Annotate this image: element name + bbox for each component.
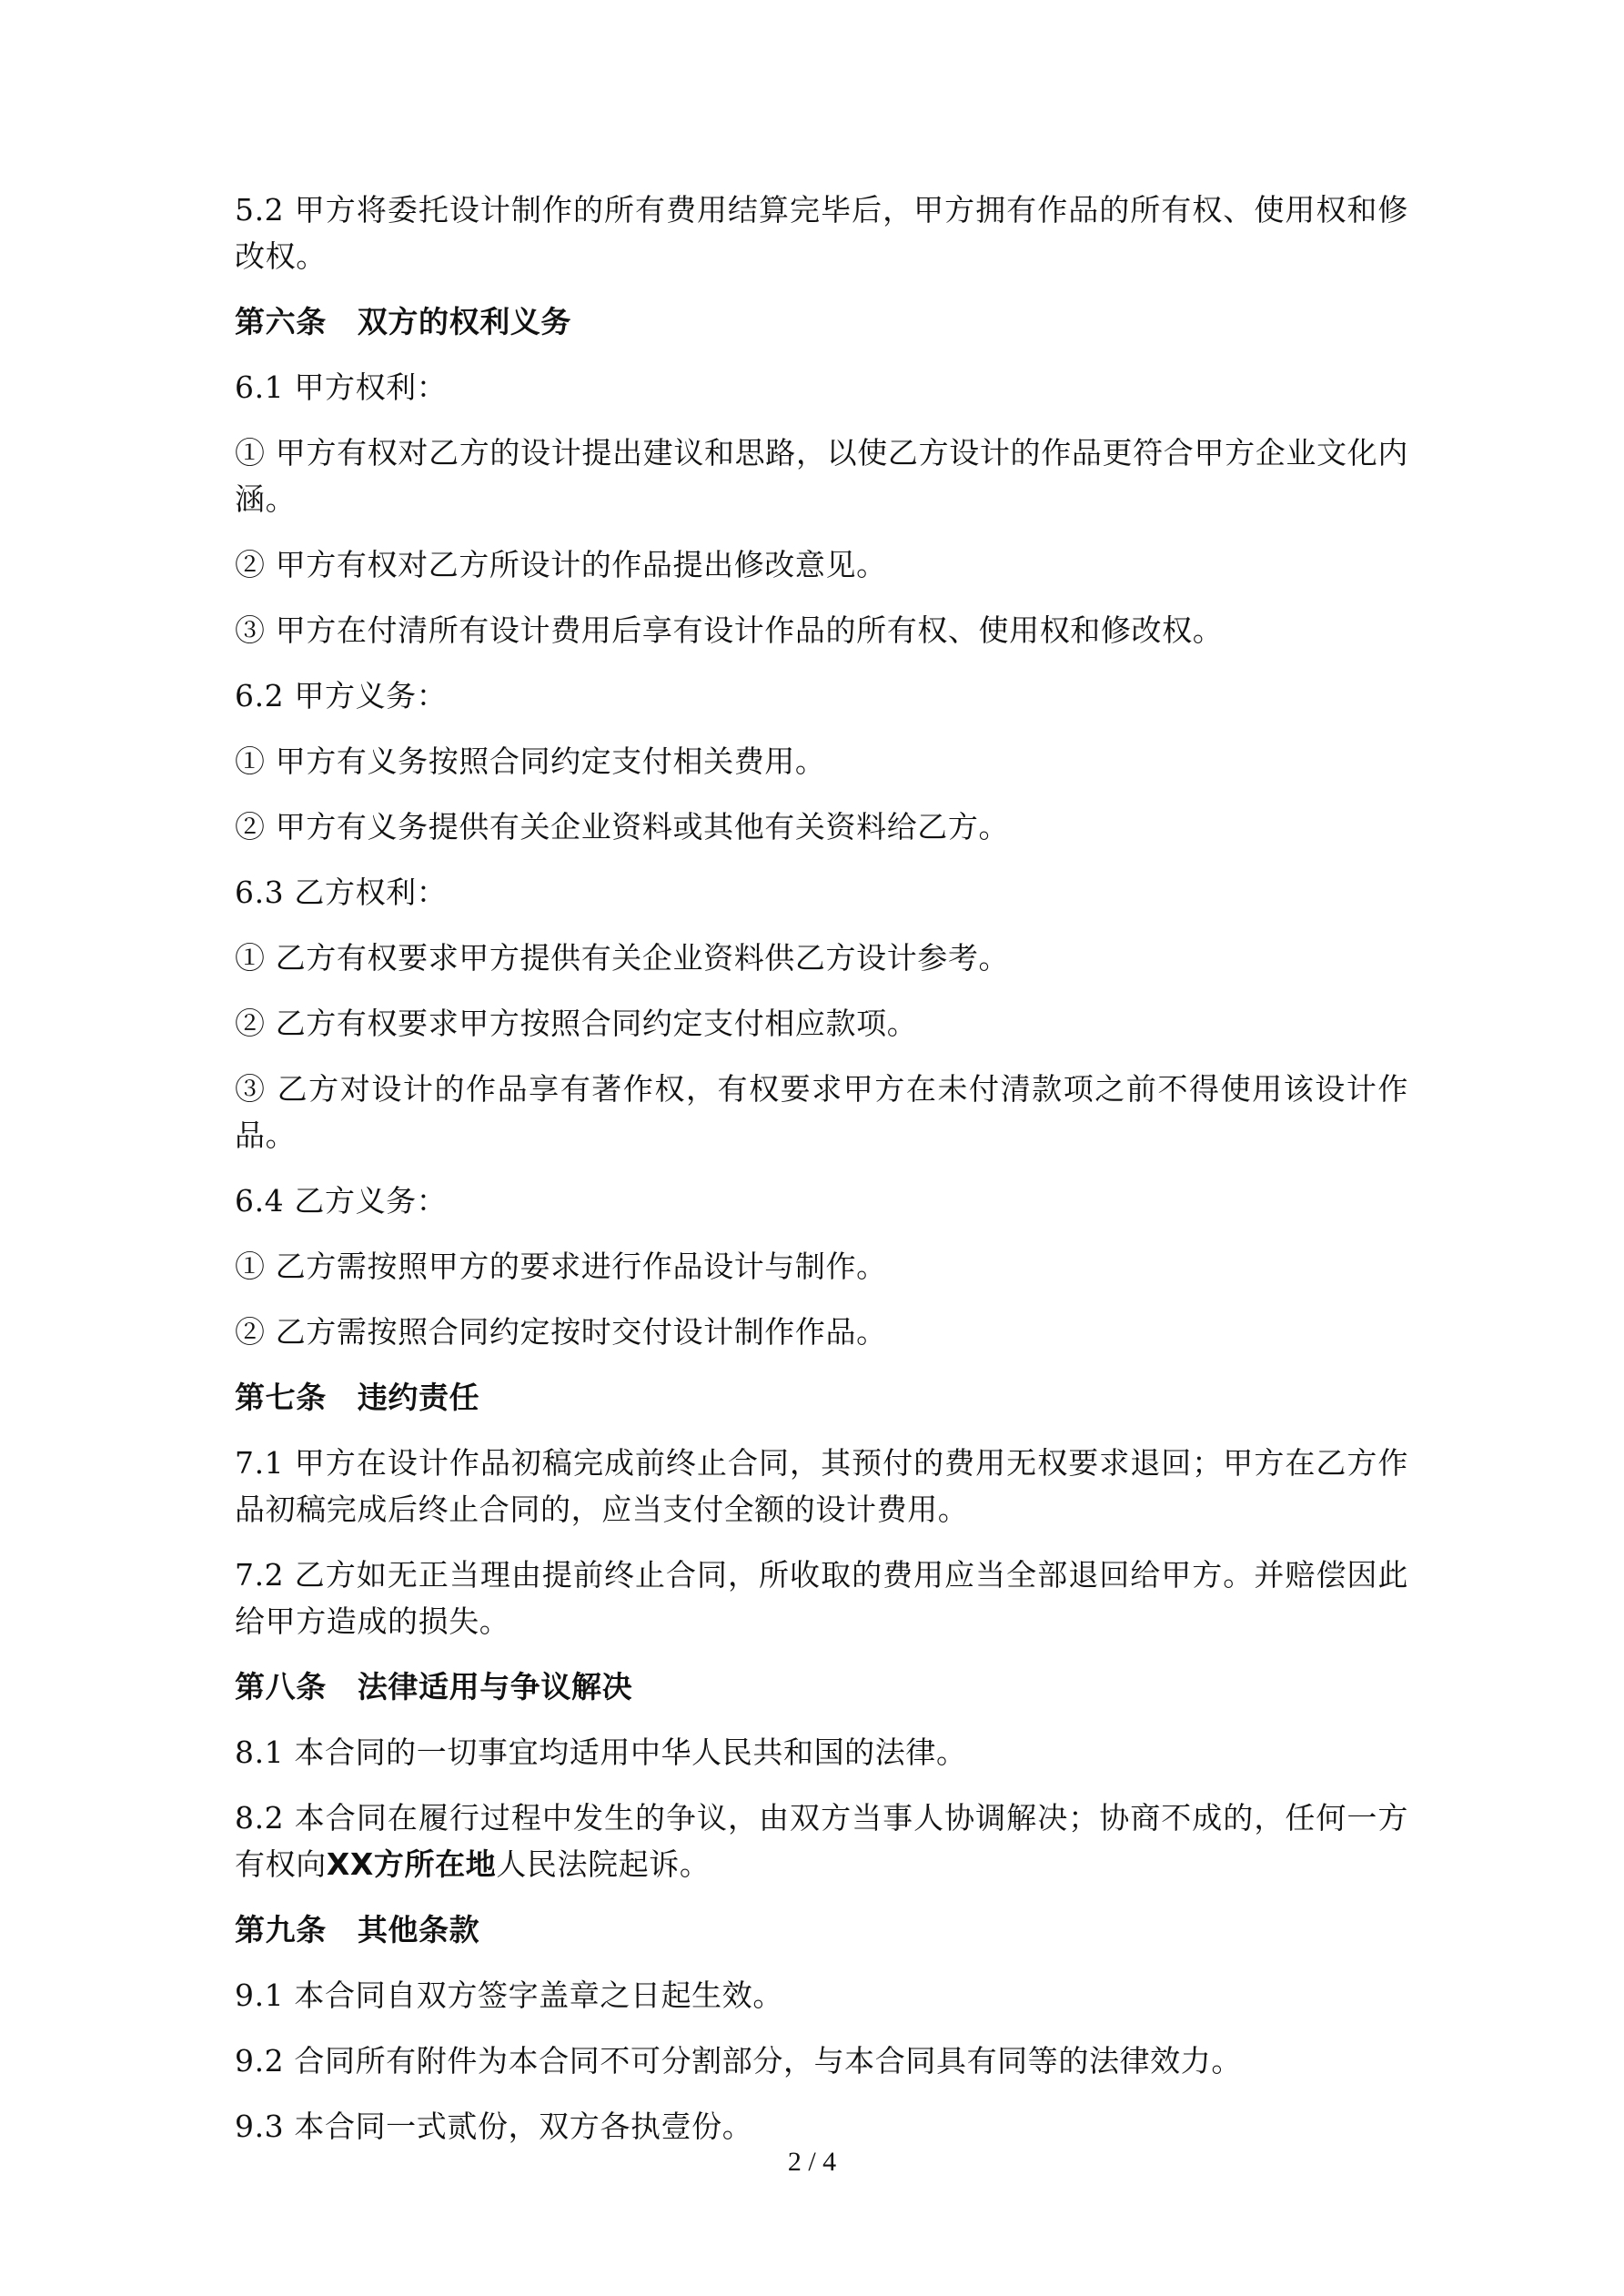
clause-6-1-item-3: ③ 甲方在付清所有设计费用后享有设计作品的所有权、使用权和修改权。 <box>235 612 1224 648</box>
clause-6-3-item-3: ③ 乙方对设计的作品享有著作权，有权要求甲方在未付清款项之前不得使用该设计作品。 <box>235 1071 1408 1153</box>
article-8-heading <box>235 1664 1408 1710</box>
clause-6-1-item-2: ② 甲方有权对乙方所设计的作品提出修改意见。 <box>235 547 887 582</box>
article-8-title: 法律适用与争议解决 <box>357 1669 633 1704</box>
clause-8-2-venue: XX方所在地 <box>326 1846 497 1882</box>
article-7-number: 第七条 <box>235 1380 327 1415</box>
clause-6-1-item-1: ① 甲方有权对乙方的设计提出建议和思路，以使乙方设计的作品更符合甲方企业文化内涵。 <box>235 435 1408 517</box>
article-9-heading <box>235 1907 1408 1953</box>
article-6-number: 第六条 <box>235 304 327 339</box>
clause-6-1: 6.1 甲方权利： <box>235 369 448 405</box>
clause-6-2-item-1: ① 甲方有义务按照合同约定支付相关费用。 <box>235 743 826 779</box>
document-body <box>235 187 1408 2169</box>
clause-6-4-item-2: ② 乙方需按照合同约定按时交付设计制作作品。 <box>235 1314 887 1350</box>
clause-8-2 <box>235 1795 1408 1887</box>
clause-9-1: 9.1 本合同自双方签字盖章之日起生效。 <box>235 1977 783 2013</box>
clause-5-2: 5.2 甲方将委托设计制作的所有费用结算完毕后，甲方拥有作品的所有权、使用权和修改权。 <box>235 192 1408 274</box>
article-9-number: 第九条 <box>235 1912 327 1947</box>
clause-9-2: 9.2 合同所有附件为本合同不可分割部分，与本合同具有同等的法律效力。 <box>235 2043 1242 2079</box>
clause-7-2: 7.2 乙方如无正当理由提前终止合同，所收取的费用应当全部退回给甲方。并赔偿因此给甲方造成的损失。 <box>235 1557 1408 1639</box>
clause-8-1: 8.1 本合同的一切事宜均适用中华人民共和国的法律。 <box>235 1735 967 1770</box>
clause-8-2-text-before: 8.2 本合同在履行过程中发生的争议，由双方当事人协调解决；协商不成的，任何一方有权向 <box>235 1800 1408 1882</box>
clause-6-4-item-1: ① 乙方需按照甲方的要求进行作品设计与制作。 <box>235 1249 887 1284</box>
clause-6-3-item-1: ① 乙方有权要求甲方提供有关企业资料供乙方设计参考。 <box>235 940 1010 976</box>
clause-6-2-item-2: ② 甲方有义务提供有关企业资料或其他有关资料给乙方。 <box>235 809 1010 845</box>
article-9-title: 其他条款 <box>357 1912 480 1947</box>
clause-6-4: 6.4 乙方义务： <box>235 1183 448 1219</box>
clause-6-3-item-2: ② 乙方有权要求甲方按照合同约定支付相应款项。 <box>235 1006 918 1041</box>
article-8-number: 第八条 <box>235 1669 327 1704</box>
clause-7-1: 7.1 甲方在设计作品初稿完成前终止合同，其预付的费用无权要求退回；甲方在乙方作品初稿完成后终止合同的，应当支付全额的设计费用。 <box>235 1445 1408 1527</box>
article-7-title: 违约责任 <box>357 1380 480 1415</box>
clause-6-2: 6.2 甲方义务： <box>235 678 448 713</box>
clause-9-3: 9.3 本合同一式贰份，双方各执壹份。 <box>235 2109 753 2144</box>
clause-6-3: 6.3 乙方权利： <box>235 875 448 910</box>
article-6-heading <box>235 298 1408 345</box>
article-7-heading <box>235 1374 1408 1421</box>
clause-8-2-text-after: 人民法院起诉。 <box>496 1846 711 1882</box>
article-6-title: 双方的权利义务 <box>357 304 572 339</box>
page-number: 2 / 4 <box>787 2147 837 2177</box>
